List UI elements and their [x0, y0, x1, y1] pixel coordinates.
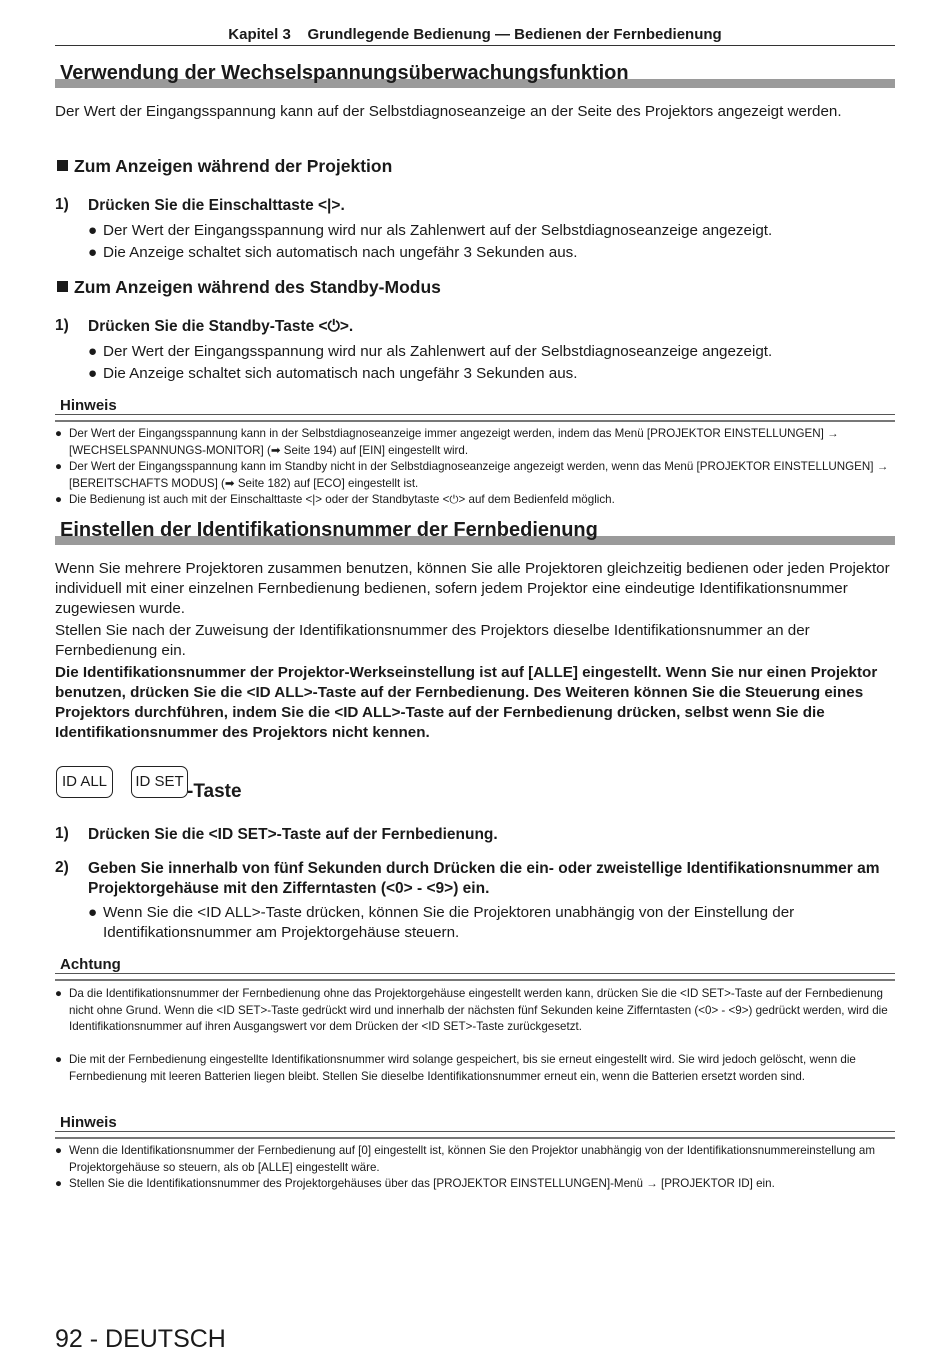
id-set-key-icon: ID SET: [131, 766, 188, 798]
list-item: ● Die Anzeige schaltet sich automatisch nach ungefähr 3 Sekunden aus.: [88, 244, 578, 261]
chapter-header: Kapitel 3 Grundlegende Bedienung — Bedienen der Fernbedienung: [228, 26, 722, 43]
bullet-icon: ●: [55, 1144, 63, 1157]
step-number: 1): [55, 196, 69, 213]
note-item: ● Stellen Sie die Identifikationsnummer des Projektorgehäuses über das [PROJEKTOR EINSTELLUNGEN]-Menü → [PROJEKTOR ID] ein.: [55, 1176, 895, 1193]
note-heading: Hinweis: [60, 397, 117, 414]
paragraph: Wenn Sie mehrere Projektoren zusammen benutzen, können Sie alle Projektoren gleichzeitig bedienen oder jeden Projektor individuell mit einer einzelnen Fernbedienung bedienen, sofern jedem Projektor eine eindeutige Identifikationsnummer zugewiesen wurde.: [55, 560, 890, 617]
step-text: Geben Sie innerhalb von fünf Sekunden durch Drücken die ein- oder zweistellige Identifikationsnummer am Projektorgehäuse mit den Zifferntasten (<0> - <9>) ein.: [88, 860, 880, 897]
step-text: Drücken Sie die Einschalttaste <|>.: [88, 197, 345, 214]
list-item: ● Wenn Sie die <ID ALL>-Taste drücken, können Sie die Projektoren unabhängig von der Einstellung der Identifikationsnummer am Projektorgehäuse steuern.: [88, 904, 795, 941]
bullet-icon: ●: [55, 460, 63, 473]
header-rule: [55, 45, 895, 46]
step-text: Drücken Sie die <ID SET>-Taste auf der Fernbedienung.: [88, 826, 498, 843]
step-number: 1): [55, 317, 69, 334]
list-item: ● Die Anzeige schaltet sich automatisch nach ungefähr 3 Sekunden aus.: [88, 365, 578, 382]
note-rule: [55, 1131, 895, 1139]
step-number: 2): [55, 859, 69, 876]
step-text: Drücken Sie die Standby-Taste <⏻>.: [88, 318, 354, 335]
section-title: Verwendung der Wechselspannungsüberwachungsfunktion: [60, 62, 629, 84]
list-item: ● Der Wert der Eingangsspannung wird nur als Zahlenwert auf der Selbstdiagnoseanzeige angezeigt.: [88, 343, 773, 360]
square-bullet-icon: [57, 160, 68, 171]
note-item: ● Der Wert der Eingangsspannung kann in der Selbstdiagnoseanzeige immer angezeigt werden, indem das Menü [PROJEKTOR EINSTELLUNGEN] → [WECHSELSPANNUNGS-MONITOR] (➡ Seite 194) auf [EIN] eingestellt wird.: [55, 427, 839, 457]
caution-rule: [55, 973, 895, 981]
id-all-key-icon: ID ALL: [56, 766, 113, 798]
bullet-icon: ●: [55, 1053, 63, 1066]
note-item: ● Die Bedienung ist auch mit der Einschalttaste <|> oder der Standbytaste <⏻> auf dem Bedienfeld möglich.: [55, 492, 895, 509]
caution-heading: Achtung: [60, 956, 121, 973]
note-heading: Hinweis: [60, 1114, 117, 1131]
caution-item: ● Die mit der Fernbedienung eingestellte Identifikationsnummer wird solange gespeichert, bis sie erneut eingestellt wird. Sie wird jedoch gelöscht, wenn die Fernbedienung mit leeren Batterien liegen bleibt. Stellen Sie dieselbe Identifikationsnummer erneut ein, wenn die Batterien ersetzt worden sind.: [55, 1053, 856, 1083]
key-heading-suffix: -Taste: [187, 781, 242, 802]
note-rule: [55, 414, 895, 422]
note-item: ● Der Wert der Eingangsspannung kann im Standby nicht in der Selbstdiagnoseanzeige angezeigt werden, wenn das Menü [PROJEKTOR EINSTELLUNGEN] → [BEREITSCHAFTS MODUS] (➡ Seite 182) auf [ECO] eingestellt ist.: [55, 460, 889, 490]
intro-paragraph: Der Wert der Eingangsspannung kann auf der Selbstdiagnoseanzeige an der Seite des Projektors angezeigt werden.: [55, 103, 842, 120]
subsection-title: Zum Anzeigen während des Standby-Modus: [74, 277, 441, 297]
bullet-icon: ●: [88, 244, 98, 261]
bullet-icon: ●: [88, 343, 98, 360]
subsection-title: Zum Anzeigen während der Projektion: [74, 156, 393, 176]
square-bullet-icon: [57, 281, 68, 292]
subsection-standby: [57, 277, 441, 298]
bullet-icon: ●: [55, 493, 63, 506]
bullet-icon: ●: [55, 987, 63, 1000]
note-item: ● Wenn die Identifikationsnummer der Fernbedienung auf [0] eingestellt ist, können Sie den Projektor unabhängig von der Identifikationsnummereinstellung am Projektorgehäuse so steuern, als ob [ALLE] eingestellt wäre.: [55, 1144, 876, 1174]
page-number: 92 - DEUTSCH: [55, 1325, 226, 1353]
caution-item: ● Da die Identifikationsnummer der Fernbedienung ohne das Projektorgehäuse eingestellt werden kann, drücken Sie die <ID SET>-Taste auf der Fernbedienung nicht ohne Grund. Wenn die <ID SET>-Taste gedrückt wird und innerhalb der nächsten fünf Sekunden keine Zifferntasten (<0> - <9>) gedrückt werden, wird die Identifikationsnummer auf ihren Ausgangswert vor dem Drücken der <ID SET>-Taste zurückgesetzt.: [55, 987, 888, 1033]
bullet-icon: ●: [88, 222, 98, 239]
step-number: 1): [55, 825, 69, 842]
bullet-icon: ●: [55, 427, 63, 440]
subsection-projection: [57, 156, 392, 177]
paragraph: Stellen Sie nach der Zuweisung der Identifikationsnummer des Projektors dieselbe Identifikationsnummer an der Fernbedienung ein.: [55, 622, 810, 659]
bullet-icon: ●: [55, 1177, 63, 1190]
list-item: ● Der Wert der Eingangsspannung wird nur als Zahlenwert auf der Selbstdiagnoseanzeige angezeigt.: [88, 222, 773, 239]
bullet-icon: ●: [88, 904, 98, 921]
section-title: Einstellen der Identifikationsnummer der Fernbedienung: [60, 519, 598, 541]
bullet-icon: ●: [88, 365, 98, 382]
paragraph-bold: Die Identifikationsnummer der Projektor-Werkseinstellung ist auf [ALLE] eingestellt. Wenn Sie nur einen Projektor benutzen, drücken Sie die <ID ALL>-Taste auf der Fernbedienung. Des Weiteren können Sie die Steuerung eines Projektors durchführen, indem Sie die <ID ALL>-Taste auf der Fernbedienung drücken, selbst wenn Sie die Identifikationsnummer des Projektors nicht kennen.: [55, 664, 878, 741]
